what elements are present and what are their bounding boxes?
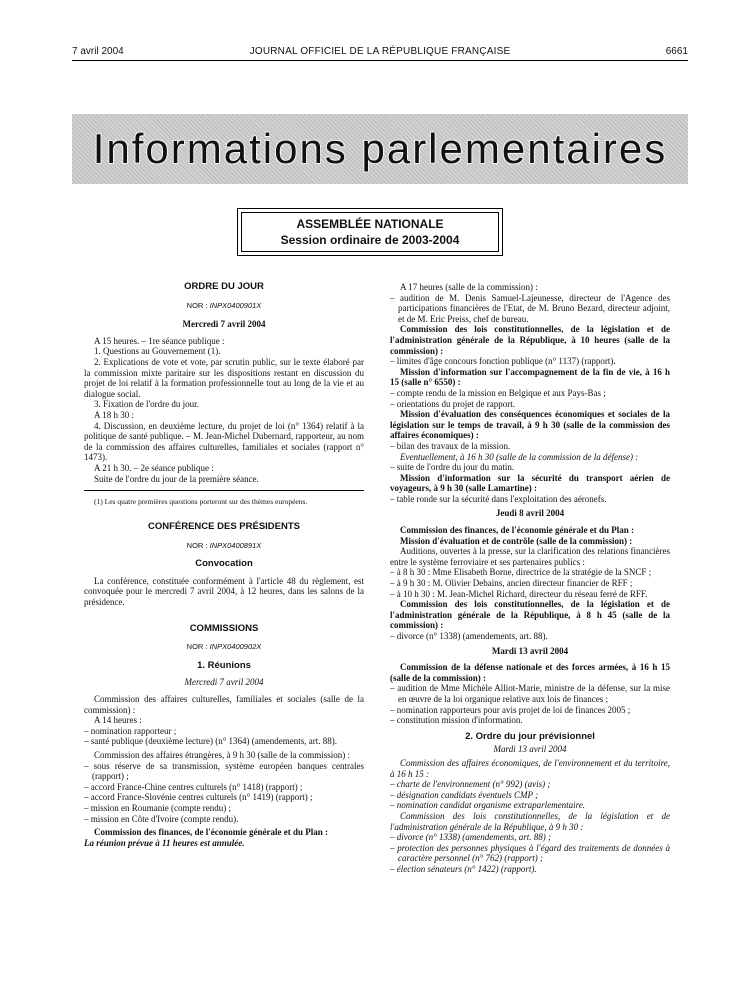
- conf-title: CONFÉRENCE DES PRÉSIDENTS: [147, 521, 301, 533]
- list-item: – bilan des travaux de la mission.: [390, 440, 511, 451]
- cae2-heading: Commission des affaires économiques, de l'environnement et du territoire, à 16 h 15 :: [390, 757, 670, 779]
- session-title: Session ordinaire de 2003-2004: [280, 233, 460, 247]
- odj-item-5: Suite de l'ordre du jour de la première séance.: [94, 473, 259, 484]
- section-banner: [72, 114, 688, 184]
- odj-time-21: A 21 h 30. – 2e séance publique :: [94, 462, 214, 473]
- journal-title: JOURNAL OFFICIEL DE LA RÉPUBLIQUE FRANÇAISE: [249, 46, 511, 57]
- clc1-heading: Commission des lois constitutionnelles, de la législation et de l'administration générale de la République, à 10 heures (salle de la commission) :: [390, 324, 670, 356]
- a17-heading: A 17 heures (salle de la commission) :: [400, 282, 538, 292]
- list-item: – sous réserve de sa transmission, système européen banques centrales (rapport) ;: [84, 760, 364, 782]
- commissions-title: COMMISSIONS: [189, 622, 259, 634]
- cae-heading: Commission des affaires étrangères, à 9 h 30 (salle de la commission) :: [94, 750, 351, 760]
- list-item: – divorce (n° 1338) (amendements, art. 88) ;: [390, 832, 551, 843]
- odj-title: ORDRE DU JOUR: [184, 281, 264, 292]
- left-column: [84, 282, 364, 848]
- mifv-heading: Mission d'information sur l'accompagnement de la fin de vie, à 16 h 15 (salle n° 6550) :: [390, 366, 670, 388]
- page-header: [72, 46, 688, 60]
- odj-time-18: A 18 h 30 :: [94, 409, 135, 420]
- misec-heading: Mission d'information sur la sécurité du transport aérien de voyageurs, à 9 h 30 (salle Lamartine) :: [390, 472, 670, 494]
- cfin-heading: Commission des finances, de l'économie générale et du Plan :: [94, 827, 328, 838]
- list-item: – accord France-Chine centres culturels (n° 1418) (rapport) ;: [84, 781, 303, 792]
- list-item: – compte rendu de la mission en Belgique et aux Pays-Bas ;: [390, 387, 606, 398]
- conf-nor: NOR : INPX0400891X: [186, 540, 262, 550]
- assembly-title: ASSEMBLÉE NATIONALE: [296, 217, 444, 231]
- cafs-heading: Commission des affaires culturelles, familiales et sociales (salle de la commission) :: [84, 694, 364, 715]
- list-item: – à 9 h 30 : M. Olivier Debains, ancien directeur financier de RFF ;: [390, 578, 633, 589]
- list-item: – orientations du projet de rapport.: [390, 398, 515, 409]
- convocation-text: La conférence, constituée conformément à l'article 48 du règlement, est convoquée pour le mercredi 7 avril 2004, à 12 heures, dans les salons de la présidence.: [84, 575, 364, 608]
- event-heading: Eventuellement, à 16 h 30 (salle de la commission de la défense) :: [400, 451, 639, 462]
- list-item: – nomination candidat organisme extraparlementaire.: [390, 800, 586, 811]
- list-item: – limites d'âge concours fonction publique (n° 1137) (rapport).: [390, 356, 616, 367]
- page-number: 6661: [665, 46, 688, 57]
- odjp-day: Mardi 13 avril 2004: [493, 744, 567, 755]
- list-item: – divorce (n° 1338) (amendements, art. 88).: [390, 631, 548, 641]
- list-item: – nomination rapporteurs pour avis projet de loi de finances 2005 ;: [390, 704, 631, 715]
- reunions-title: 1. Réunions: [197, 659, 251, 671]
- footnote-rule: [84, 490, 364, 491]
- odjp-title: 2. Ordre du jour prévisionnel: [465, 730, 595, 742]
- list-item: – à 8 h 30 : Mme Elisabeth Borne, directrice de la stratégie de la SNCF ;: [390, 567, 652, 578]
- cfin2-heading: Commission des finances, de l'économie générale et du Plan :: [400, 525, 634, 536]
- list-item: – santé publique (deuxième lecture) (n° 1364) (amendements, art. 88).: [84, 736, 338, 747]
- list-item: – à 10 h 30 : M. Jean-Michel Richard, directeur du réseau ferré de RFF.: [390, 588, 648, 599]
- mecs-heading: Mission d'évaluation des conséquences économiques et sociales de la législation sur le temps de travail, à 9 h 30 (salle de la commission des affaires économiques) :: [390, 409, 670, 441]
- header-rule: [72, 60, 688, 61]
- odj-day: Mercredi 7 avril 2004: [182, 319, 266, 330]
- odj-item-2: 2. Explications de vote et vote, par scrutin public, sur le texte élaboré par la commission mixte paritaire sur les dispositions restant en discussion du projet de loi relatif à la formation professionnelle tout au long de la vie et au dialogue social.: [84, 356, 364, 399]
- mec-text: Auditions, ouvertes à la presse, sur la clarification des relations financières entre le système ferroviaire et ses partenaires publics :: [390, 546, 670, 567]
- cdef-heading: Commission de la défense nationale et des forces armées, à 16 h 15 (salle de la commission) :: [390, 662, 670, 683]
- list-item: – charte de l'environnement (n° 992) (avis) ;: [390, 779, 551, 790]
- list-item: – élection sénateurs (n° 1422) (rapport).: [390, 863, 537, 874]
- convocation-title: Convocation: [195, 558, 253, 570]
- right-column: [390, 282, 670, 874]
- list-item: – accord France-Slovénie centres culturels (n° 1419) (rapport) ;: [84, 792, 313, 803]
- list-item: – mission en Côte d'Ivoire (compte rendu).: [84, 813, 239, 824]
- footnote: (1) Les quatre premières questions porteront sur des thèmes européens.: [94, 497, 308, 507]
- mardi-day: Mardi 13 avril 2004: [491, 645, 569, 656]
- odj-time-15: A 15 heures. – 1re séance publique :: [94, 335, 225, 346]
- odj-item-4: 4. Discussion, en deuxième lecture, du projet de loi (n° 1364) relatif à la politique de santé publique. – M. Jean-Michel Dubernard, rapporteur, au nom de la commission des affaires culturelles, familiales et sociales (rapport n° 1473).: [84, 420, 364, 463]
- odj-item-3: 3. Fixation de l'ordre du jour.: [94, 399, 199, 410]
- banner-title: Informations parlementaires: [92, 125, 668, 172]
- list-item: – protection des personnes physiques à l'égard des traitements de données à caractère personnel (n° 762) (rapport) ;: [390, 842, 670, 864]
- clc2-heading: Commission des lois constitutionnelles, de la législation et de l'administration générale de la République, à 8 h 45 (salle de la commission) :: [390, 599, 670, 631]
- clc3-heading: Commission des lois constitutionnelles, de la législation et de l'administration générale de la République, à 9 h 30 :: [390, 810, 670, 832]
- comm-nor: NOR : INPX0400902X: [186, 642, 262, 652]
- jeudi-day: Jeudi 8 avril 2004: [495, 508, 565, 519]
- list-item: – mission en Roumanie (compte rendu) ;: [84, 802, 231, 813]
- cfin-note: La réunion prévue à 11 heures est annulée.: [84, 837, 245, 848]
- list-item: – constitution mission d'information.: [390, 715, 523, 726]
- odj-item-1: 1. Questions au Gouvernement (1).: [94, 346, 221, 357]
- list-item: – audition de M. Denis Samuel-Lajeunesse, directeur de l'Agence des participations financières de l'Etat, de M. Bruno Bezard, directeur adjoint, et de M. Eric Preiss, chef de bureau.: [390, 292, 670, 324]
- list-item: – audition de Mme Michèle Alliot-Marie, ministre de la défense, sur la mise en œuvre de la loi organique relative aux lois de finances ;: [390, 683, 670, 704]
- list-item: – table ronde sur la sécurité dans l'exploitation des aéronefs.: [390, 493, 607, 504]
- assembly-box: [241, 212, 499, 252]
- reunions-day: Mercredi 7 avril 2004: [184, 677, 264, 688]
- cafs-time: A 14 heures :: [94, 715, 142, 726]
- issue-date: 7 avril 2004: [72, 46, 124, 57]
- mec-heading: Mission d'évaluation et de contrôle (salle de la commission) :: [400, 535, 633, 546]
- list-item: – nomination rapporteur ;: [84, 725, 177, 736]
- list-item: – suite de l'ordre du jour du matin.: [390, 462, 515, 473]
- list-item: – désignation candidats éventuels CMP ;: [390, 789, 539, 800]
- odj-nor: NOR : INPX0400901X: [186, 300, 262, 310]
